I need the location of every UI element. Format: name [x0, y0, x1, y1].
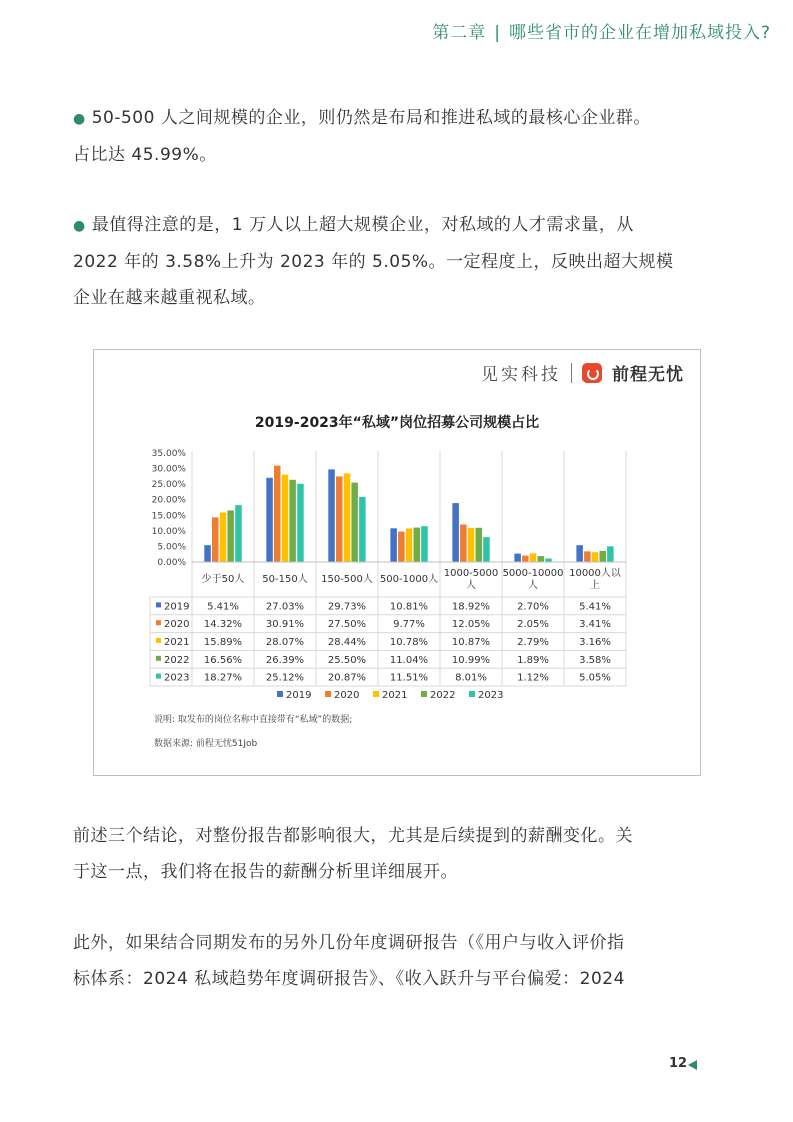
bullet-icon: ● [73, 218, 86, 234]
bar-2023-2 [359, 497, 366, 562]
bar-2022-3 [414, 528, 421, 562]
bar-2019-1 [266, 478, 273, 562]
data-label: 26.39% [265, 654, 305, 666]
bar-2023-4 [483, 537, 490, 562]
bar-2019-3 [390, 528, 397, 562]
legend-label: 2022 [430, 690, 456, 701]
p4-line2: 标体系：2024 私域趋势年度调研报告》、《收入跃升与平台偏爱：2024 [73, 969, 625, 989]
data-label: 16.56% [203, 654, 243, 666]
p1-line1: 50-500 人之间规模的企业，则仍然是布局和推进私域的最核心企业群。 [91, 108, 651, 128]
bar-2020-5 [522, 556, 529, 562]
data-label: 25.12% [265, 672, 305, 684]
bar-2020-3 [398, 532, 405, 562]
p2-line1: 最值得注意的是，1 万人以上超大规模企业，对私域的人才需求量，从 [91, 215, 634, 235]
y-tick-label: 5.00% [157, 542, 186, 553]
y-tick-label: 35.00% [151, 449, 186, 459]
data-label: 28.07% [265, 637, 305, 648]
category-label: 5000-10000 [502, 568, 564, 579]
bar-2023-0 [235, 505, 242, 562]
brand-jianshi: 见实科技 [481, 365, 561, 385]
row-series-name: 2021 [164, 637, 190, 648]
legend-key [373, 691, 379, 697]
p1-line2: 占比达 45.99%。 [73, 145, 217, 165]
data-label: 3.16% [579, 637, 611, 648]
category-label: 150-500人 [321, 574, 373, 585]
chart-title: 2019-2023年“私域”岗位招募公司规模占比 [254, 415, 540, 431]
y-tick-label: 10.00% [151, 526, 186, 537]
category-label: 50-150人 [262, 574, 308, 585]
data-label: 11.51% [389, 672, 429, 684]
bar-2023-3 [421, 526, 428, 562]
data-label: 18.27% [203, 672, 243, 684]
p4-line1: 此外，如果结合同期发布的另外几份年度调研报告（《用户与收入评价指 [73, 933, 625, 953]
row-legend-key [156, 602, 161, 607]
bar-2022-2 [351, 483, 358, 562]
category-label: 1000-5000 [443, 568, 499, 579]
bar-2022-4 [476, 528, 483, 562]
chart-note: 说明: 取发布的岗位名称中直接带有“私域”的数据; [154, 715, 353, 725]
category-label: 上 [590, 580, 600, 591]
chapter-title: 哪些省市的企业在增加私域投入? [508, 23, 771, 43]
page-number: 12 [669, 1056, 688, 1071]
data-label: 10.81% [389, 601, 429, 613]
row-legend-key [156, 674, 161, 679]
data-label: 5.41% [207, 601, 239, 613]
y-tick-label: 30.00% [151, 464, 186, 475]
row-series-name: 2019 [164, 601, 190, 613]
data-label: 2.79% [517, 637, 549, 648]
bar-2019-6 [576, 545, 583, 562]
brand-qcwy: 前程无忧 [612, 365, 684, 385]
bar-2020-6 [584, 551, 591, 562]
header-separator: | [494, 23, 501, 43]
category-label: 10000人以 [569, 568, 621, 579]
data-label: 27.03% [265, 601, 305, 613]
data-label: 3.41% [579, 619, 611, 631]
data-label: 2.70% [517, 601, 549, 613]
bar-2021-3 [406, 528, 413, 562]
data-label: 9.77% [393, 619, 425, 631]
legend-key [469, 691, 475, 697]
page-arrow-icon [688, 1060, 697, 1070]
row-series-name: 2020 [164, 619, 190, 631]
bar-2019-4 [452, 503, 459, 562]
data-label: 15.89% [203, 637, 243, 648]
y-tick-label: 15.00% [151, 511, 186, 522]
bar-2023-1 [297, 484, 304, 562]
bar-2022-5 [538, 556, 545, 562]
bar-2020-1 [274, 466, 281, 562]
bar-2023-6 [607, 546, 614, 562]
y-tick-label: 25.00% [151, 480, 186, 491]
data-label: 2.05% [517, 619, 549, 631]
category-label: 500-1000人 [379, 574, 439, 585]
data-label: 18.92% [451, 601, 491, 613]
data-label: 10.78% [389, 637, 429, 648]
chart-source: 数据来源: 前程无忧51Job [154, 739, 258, 749]
legend-key [421, 691, 427, 697]
data-label: 1.12% [517, 672, 549, 684]
data-label: 10.99% [451, 654, 491, 666]
data-label: 28.44% [327, 637, 367, 648]
paragraph-4 [73, 925, 733, 997]
y-tick-label: 20.00% [151, 495, 186, 506]
p2-line3: 企业在越来越重视私域。 [73, 288, 266, 308]
chart-figure [93, 349, 701, 776]
bar-2019-2 [328, 469, 335, 562]
data-label: 30.91% [265, 619, 305, 631]
bar-2019-0 [204, 545, 211, 562]
data-label: 29.73% [327, 601, 367, 613]
legend-label: 2019 [286, 690, 312, 701]
data-label: 20.87% [327, 672, 367, 684]
legend-key [277, 691, 283, 697]
data-label: 14.32% [203, 619, 243, 631]
p3-line2: 于这一点，我们将在报告的薪酬分析里详细展开。 [73, 862, 458, 882]
data-label: 5.41% [579, 601, 611, 613]
bar-2021-2 [344, 473, 351, 562]
row-legend-key [156, 638, 161, 643]
bar-2020-0 [212, 517, 219, 562]
data-label: 27.50% [327, 619, 367, 631]
bar-2023-5 [545, 559, 552, 563]
bar-2022-0 [227, 510, 234, 562]
legend-label: 2020 [334, 690, 360, 701]
legend-label: 2021 [382, 690, 408, 701]
paragraph-1 [73, 100, 733, 173]
data-label: 3.58% [579, 654, 611, 666]
row-legend-key [156, 656, 161, 661]
row-series-name: 2023 [164, 672, 190, 684]
bar-2021-5 [530, 553, 537, 562]
bar-2021-4 [468, 528, 475, 562]
bar-2020-4 [460, 525, 467, 563]
row-series-name: 2022 [164, 654, 190, 666]
paragraph-3 [73, 818, 733, 890]
chapter-header [432, 18, 771, 43]
category-label: 人 [528, 580, 538, 591]
paragraph-2 [73, 207, 733, 316]
bar-2022-1 [289, 480, 296, 562]
bar-2021-0 [220, 513, 227, 563]
bar-2020-2 [336, 476, 343, 562]
legend-label: 2023 [478, 690, 504, 701]
chapter-label: 第二章 [432, 23, 487, 43]
data-label: 11.04% [389, 654, 429, 666]
row-legend-key [156, 620, 161, 625]
data-label: 5.05% [579, 672, 611, 684]
data-label: 1.89% [517, 654, 549, 666]
bar-2019-5 [514, 554, 521, 562]
data-label: 10.87% [451, 637, 491, 648]
category-label: 少于50人 [201, 574, 245, 585]
category-label: 人 [466, 580, 476, 591]
bullet-icon: ● [73, 111, 86, 127]
bar-2021-1 [282, 475, 289, 562]
p3-line1: 前述三个结论，对整份报告都影响很大，尤其是后续提到的薪酬变化。关 [73, 826, 633, 846]
bar-2021-6 [592, 552, 599, 562]
data-label: 12.05% [451, 619, 491, 631]
bar-2022-6 [600, 551, 607, 562]
data-label: 8.01% [455, 672, 487, 684]
y-tick-label: 0.00% [157, 558, 186, 568]
data-label: 25.50% [327, 654, 367, 666]
legend-key [325, 691, 331, 697]
p2-line2: 2022 年的 3.58%上升为 2023 年的 5.05%。一定程度上，反映出超大规模 [73, 252, 674, 272]
